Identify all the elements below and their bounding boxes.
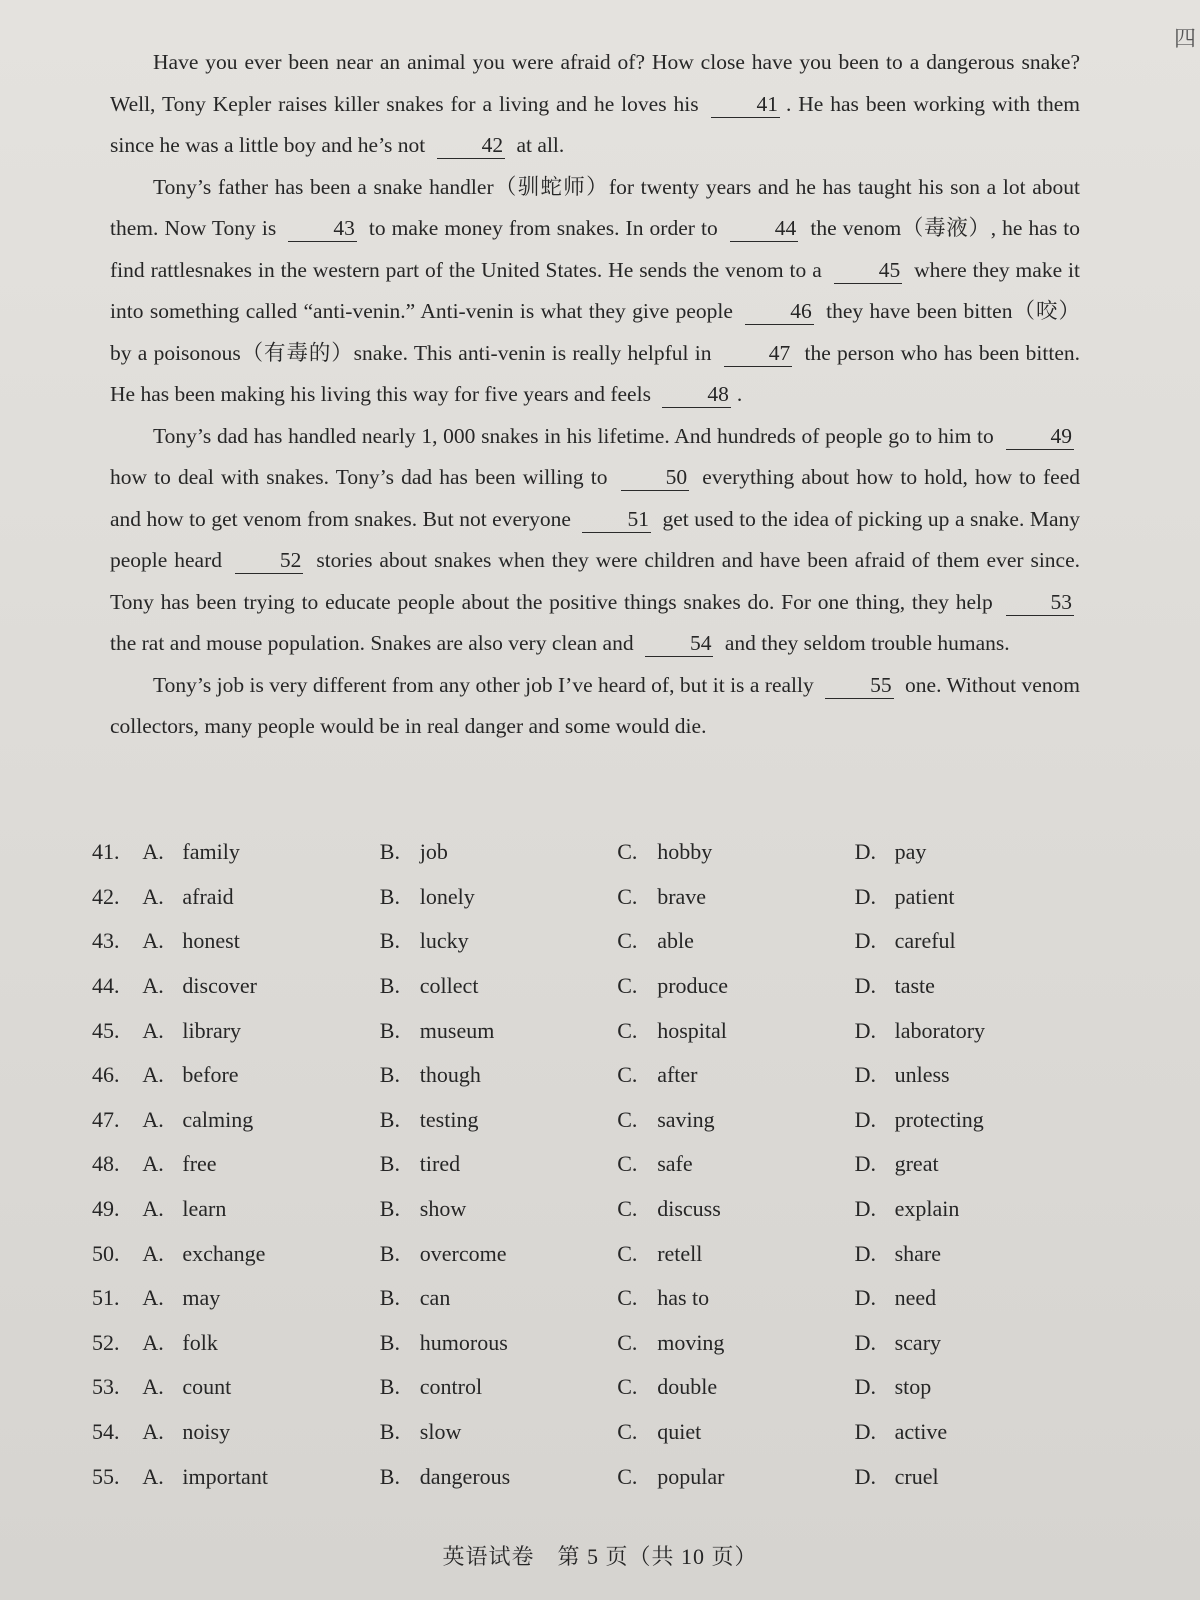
option-word: calming <box>182 1106 254 1132</box>
blank-number: 44 <box>730 215 799 242</box>
option-letter: C. <box>617 1463 638 1489</box>
answer-option <box>855 839 1092 865</box>
option-letter: A. <box>142 973 164 999</box>
passage-text: the venom（毒液）, he has to find rattlesnakes in the western part of the United States. He sends the venom to a <box>110 216 1080 282</box>
option-word: museum <box>419 1017 495 1043</box>
passage-text: one. Without venom collectors, many people would be in real danger and some would die. <box>110 672 1081 738</box>
blank-number: 55 <box>825 672 894 699</box>
option-word: testing <box>419 1106 479 1132</box>
question-row <box>92 1231 1092 1276</box>
passage-text: where they make it into something called “anti-venin.” Anti-venin is what they give people <box>110 257 1080 323</box>
question-row <box>92 964 1092 1009</box>
option-word: produce <box>657 973 729 999</box>
option-word: need <box>894 1285 937 1311</box>
passage-paragraph <box>110 416 1080 665</box>
answer-option <box>855 973 1092 999</box>
option-letter: A. <box>142 1240 164 1266</box>
passage-paragraph <box>110 167 1080 416</box>
option-word: able <box>657 928 694 954</box>
option-word: scary <box>894 1329 942 1355</box>
passage-text: Tony’s dad has handled nearly 1, 000 snakes in his lifetime. And hundreds of people go to him to <box>153 423 1000 448</box>
question-row <box>92 1321 1092 1366</box>
answer-option <box>617 928 854 954</box>
option-word: unless <box>894 1062 950 1088</box>
blank-number: 52 <box>235 547 304 574</box>
option-word: has to <box>657 1285 710 1311</box>
option-letter: A. <box>142 839 164 865</box>
answer-option <box>855 1241 1092 1267</box>
question-row <box>92 830 1092 875</box>
answer-option <box>617 1018 854 1044</box>
question-number: 44. <box>92 973 120 999</box>
answer-option <box>142 1062 379 1088</box>
option-letter: A. <box>142 1151 164 1177</box>
question-number: 42. <box>92 883 120 909</box>
answer-option <box>855 1062 1092 1088</box>
question-number: 46. <box>92 1062 120 1088</box>
option-letter: D. <box>854 883 876 909</box>
answer-option <box>142 1285 379 1311</box>
answer-option <box>380 973 617 999</box>
option-word: retell <box>657 1240 703 1266</box>
option-word: library <box>182 1017 242 1043</box>
option-word: hospital <box>657 1017 727 1043</box>
option-letter: A. <box>142 1062 164 1088</box>
answer-option <box>142 1330 379 1356</box>
option-letter: D. <box>854 1151 876 1177</box>
cloze-passage <box>110 42 1080 748</box>
passage-text: at all. <box>511 133 565 157</box>
option-word: laboratory <box>894 1017 986 1043</box>
question-number: 52. <box>92 1329 120 1355</box>
answer-option <box>617 1330 854 1356</box>
blank-number: 51 <box>582 506 651 533</box>
option-letter: B. <box>379 928 400 954</box>
option-word: folk <box>182 1329 218 1355</box>
answer-options <box>92 830 1092 1499</box>
option-word: double <box>657 1374 718 1400</box>
option-word: after <box>657 1062 698 1088</box>
answer-option <box>142 1107 379 1133</box>
option-letter: D. <box>854 1285 876 1311</box>
answer-option <box>380 1464 617 1490</box>
option-word: great <box>894 1151 939 1177</box>
answer-option <box>855 1285 1092 1311</box>
question-number: 43. <box>92 928 120 954</box>
answer-option <box>855 1419 1092 1445</box>
option-word: share <box>894 1240 942 1266</box>
question-number: 47. <box>92 1106 120 1132</box>
option-letter: B. <box>379 1419 400 1445</box>
answer-option <box>617 1196 854 1222</box>
option-letter: C. <box>617 1374 638 1400</box>
option-letter: D. <box>854 1463 876 1489</box>
blank-number: 49 <box>1006 423 1075 450</box>
option-letter: C. <box>617 1329 638 1355</box>
question-row <box>92 919 1092 964</box>
answer-option <box>855 1464 1092 1490</box>
option-letter: A. <box>142 1285 164 1311</box>
option-word: saving <box>657 1106 715 1132</box>
option-letter: A. <box>142 1419 164 1445</box>
answer-option <box>617 1285 854 1311</box>
option-letter: B. <box>379 1240 400 1266</box>
answer-option <box>142 884 379 910</box>
answer-option <box>855 928 1092 954</box>
answer-option <box>617 884 854 910</box>
question-number: 53. <box>92 1374 120 1400</box>
answer-option <box>855 1107 1092 1133</box>
question-row <box>92 875 1092 920</box>
answer-option <box>142 928 379 954</box>
answer-option <box>142 1241 379 1267</box>
option-word: though <box>419 1062 481 1088</box>
option-word: exchange <box>182 1240 266 1266</box>
option-word: job <box>419 839 448 865</box>
option-letter: B. <box>379 1106 400 1132</box>
option-word: collect <box>419 973 479 999</box>
answer-option <box>380 1419 617 1445</box>
question-row <box>92 1365 1092 1410</box>
option-letter: B. <box>379 1285 400 1311</box>
question-row <box>92 1276 1092 1321</box>
answer-option <box>380 1196 617 1222</box>
answer-option <box>142 1018 379 1044</box>
blank-number: 54 <box>645 630 714 657</box>
answer-option <box>380 1241 617 1267</box>
option-letter: C. <box>617 1419 638 1445</box>
answer-option <box>142 1374 379 1400</box>
option-letter: A. <box>142 928 164 954</box>
answer-option <box>380 1374 617 1400</box>
option-word: protecting <box>894 1106 984 1132</box>
option-word: cruel <box>894 1463 939 1489</box>
question-row <box>92 1098 1092 1143</box>
answer-option <box>617 1151 854 1177</box>
option-word: taste <box>894 973 935 999</box>
option-letter: C. <box>617 1062 638 1088</box>
passage-paragraph <box>110 665 1080 748</box>
question-number: 51. <box>92 1285 120 1311</box>
option-letter: A. <box>142 1106 164 1132</box>
option-word: show <box>419 1196 467 1222</box>
option-letter: B. <box>379 883 400 909</box>
option-letter: A. <box>142 1374 164 1400</box>
option-letter: B. <box>379 1329 400 1355</box>
option-word: afraid <box>182 883 234 909</box>
option-letter: C. <box>617 1196 638 1222</box>
option-word: may <box>182 1285 221 1311</box>
option-word: before <box>182 1062 239 1088</box>
option-word: patient <box>894 883 955 909</box>
blank-number: 46 <box>745 298 814 325</box>
question-number: 54. <box>92 1419 120 1445</box>
option-letter: D. <box>854 1017 876 1043</box>
option-word: dangerous <box>419 1463 511 1489</box>
option-letter: B. <box>379 839 400 865</box>
passage-text: everything about how to hold, how to feed and how to get venom from snakes. But not everyone <box>110 465 1080 531</box>
answer-option <box>142 1464 379 1490</box>
page-footer: 英语试卷 第 5 页（共 10 页） <box>442 1544 758 1569</box>
option-letter: C. <box>617 973 638 999</box>
blank-number: 47 <box>724 340 793 367</box>
option-word: family <box>182 839 240 865</box>
answer-option <box>142 1196 379 1222</box>
option-word: active <box>894 1419 948 1445</box>
option-word: brave <box>657 883 707 909</box>
passage-text: and they seldom trouble humans. <box>719 631 1010 655</box>
option-word: explain <box>894 1196 960 1222</box>
passage-text: how to deal with snakes. Tony’s dad has been willing to <box>110 465 615 489</box>
option-word: quiet <box>657 1419 702 1445</box>
blank-number: 53 <box>1006 589 1075 616</box>
answer-option <box>855 884 1092 910</box>
option-word: careful <box>894 928 956 954</box>
question-number: 48. <box>92 1151 120 1177</box>
blank-number: 45 <box>834 257 903 284</box>
passage-text: Tony’s job is very different from any other job I’ve heard of, but it is a really <box>153 672 820 697</box>
option-word: important <box>182 1463 268 1489</box>
option-letter: D. <box>854 839 876 865</box>
option-letter: B. <box>379 1062 400 1088</box>
option-word: hobby <box>657 839 713 865</box>
option-word: pay <box>894 839 927 865</box>
blank-number: 42 <box>437 132 506 159</box>
option-word: moving <box>657 1329 725 1355</box>
option-letter: C. <box>617 839 638 865</box>
answer-option <box>380 1285 617 1311</box>
passage-text: the person who has been bitten. He has been making his living this way for five years and feels <box>110 340 1081 406</box>
option-letter: C. <box>617 1285 638 1311</box>
option-word: lucky <box>419 928 469 954</box>
option-letter: C. <box>617 883 638 909</box>
answer-option <box>617 1241 854 1267</box>
option-letter: D. <box>854 973 876 999</box>
question-number: 45. <box>92 1017 120 1043</box>
blank-number: 48 <box>662 381 731 408</box>
answer-option <box>142 1151 379 1177</box>
passage-text: . He has been working with them since he was a little boy and he’s not <box>110 91 1080 157</box>
answer-option <box>142 1419 379 1445</box>
option-letter: D. <box>854 928 876 954</box>
answer-option <box>380 1062 617 1088</box>
option-letter: B. <box>379 1463 400 1489</box>
passage-text: they have been bitten（咬）by a poisonous（有毒的）snake. This anti-venin is really helpful in <box>110 299 1080 365</box>
blank-number: 50 <box>621 464 690 491</box>
question-number: 49. <box>92 1196 120 1222</box>
option-word: overcome <box>419 1240 507 1266</box>
answer-option <box>380 1151 617 1177</box>
passage-text: Tony’s father has been a snake handler（驯蛇师）for twenty years and he has taught his son a lot about them. Now Tony is <box>110 174 1080 240</box>
option-word: discuss <box>657 1196 721 1222</box>
answer-option <box>617 839 854 865</box>
answer-option <box>380 1330 617 1356</box>
passage-text: Have you ever been near an animal you were afraid of? How close have you been to a dangerous snake? Well, Tony Kepler raises killer snakes for a living and he loves his <box>110 50 1080 116</box>
option-word: control <box>419 1374 483 1400</box>
option-word: noisy <box>182 1419 231 1445</box>
passage-text: . <box>736 382 743 406</box>
answer-option <box>617 1107 854 1133</box>
answer-option <box>855 1374 1092 1400</box>
option-letter: D. <box>854 1419 876 1445</box>
option-word: honest <box>182 928 240 954</box>
question-row <box>92 1008 1092 1053</box>
passage-paragraph <box>110 42 1080 167</box>
option-word: discover <box>182 973 257 999</box>
edge-mark: 四 <box>1173 27 1196 52</box>
option-word: safe <box>657 1151 693 1177</box>
answer-option <box>617 1374 854 1400</box>
answer-option <box>855 1330 1092 1356</box>
option-word: tired <box>419 1151 461 1177</box>
option-letter: D. <box>854 1374 876 1400</box>
answer-option <box>380 1107 617 1133</box>
answer-option <box>142 973 379 999</box>
passage-text: to make money from snakes. In order to <box>362 216 724 240</box>
option-letter: B. <box>379 1196 400 1222</box>
passage-text: the rat and mouse population. Snakes are also very clean and <box>110 631 639 655</box>
option-word: popular <box>657 1463 725 1489</box>
passage-text: stories about snakes when they were children and have been afraid of them ever since. Tony has been trying to educate people about the positive things snakes do. For one thing, they help <box>110 548 1080 614</box>
option-word: learn <box>182 1196 227 1222</box>
option-word: slow <box>419 1419 462 1445</box>
option-letter: C. <box>617 928 638 954</box>
option-word: can <box>419 1285 451 1311</box>
option-letter: A. <box>142 1463 164 1489</box>
option-letter: A. <box>142 1017 164 1043</box>
blank-number: 43 <box>288 215 357 242</box>
option-word: lonely <box>419 883 475 909</box>
option-letter: B. <box>379 973 400 999</box>
answer-option <box>855 1151 1092 1177</box>
option-letter: D. <box>854 1329 876 1355</box>
option-letter: D. <box>854 1240 876 1266</box>
option-letter: A. <box>142 1329 164 1355</box>
answer-option <box>855 1196 1092 1222</box>
question-row <box>92 1053 1092 1098</box>
option-letter: C. <box>617 1017 638 1043</box>
question-row <box>92 1187 1092 1232</box>
answer-option <box>617 1419 854 1445</box>
option-word: free <box>182 1151 217 1177</box>
passage-text: get used to the idea of picking up a snake. Many people heard <box>110 506 1080 572</box>
answer-option <box>855 1018 1092 1044</box>
question-row <box>92 1142 1092 1187</box>
question-number: 41. <box>92 839 120 865</box>
blank-number: 41 <box>711 91 780 118</box>
option-letter: D. <box>854 1062 876 1088</box>
answer-option <box>142 839 379 865</box>
option-letter: C. <box>617 1240 638 1266</box>
answer-option <box>380 1018 617 1044</box>
option-letter: B. <box>379 1151 400 1177</box>
option-letter: D. <box>854 1196 876 1222</box>
option-letter: D. <box>854 1106 876 1132</box>
option-letter: A. <box>142 1196 164 1222</box>
option-letter: B. <box>379 1017 400 1043</box>
question-row <box>92 1410 1092 1455</box>
answer-option <box>617 973 854 999</box>
question-number: 50. <box>92 1240 120 1266</box>
answer-option <box>380 928 617 954</box>
option-letter: A. <box>142 883 164 909</box>
answer-option <box>380 839 617 865</box>
option-word: humorous <box>419 1329 508 1355</box>
answer-option <box>617 1464 854 1490</box>
option-word: count <box>182 1374 232 1400</box>
question-row <box>92 1454 1092 1499</box>
answer-option <box>617 1062 854 1088</box>
option-letter: B. <box>379 1374 400 1400</box>
option-word: stop <box>894 1374 932 1400</box>
answer-option <box>380 884 617 910</box>
question-number: 55. <box>92 1463 120 1489</box>
option-letter: C. <box>617 1151 638 1177</box>
option-letter: C. <box>617 1106 638 1132</box>
